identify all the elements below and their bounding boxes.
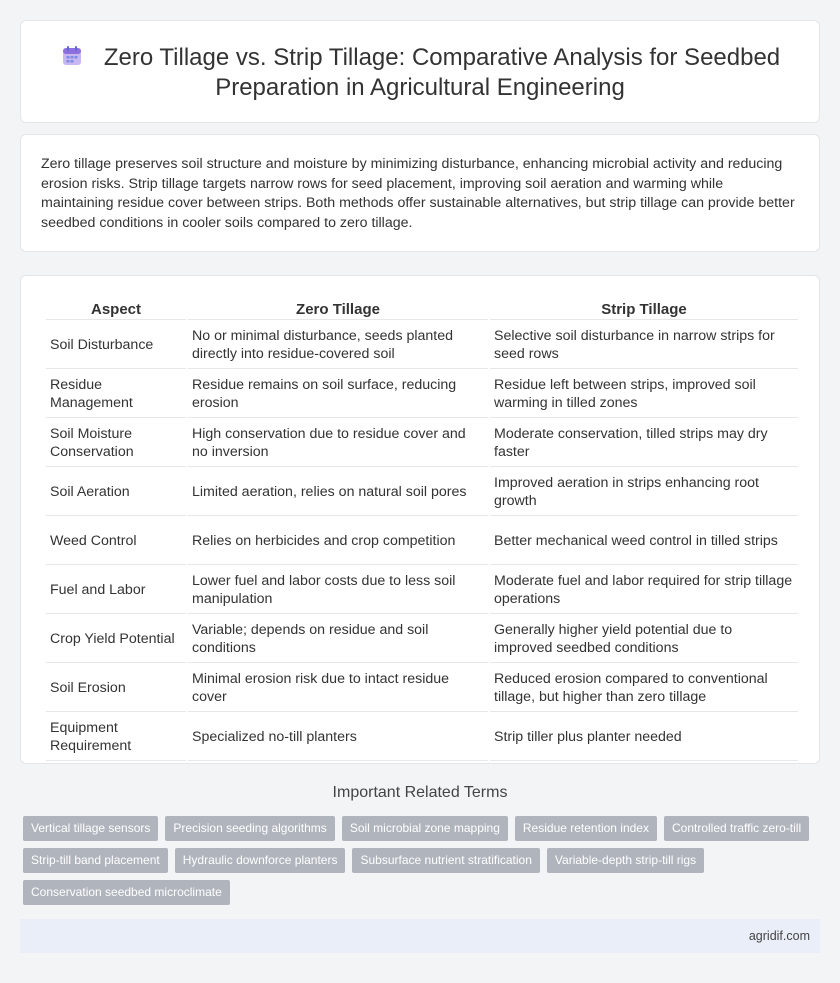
table-header-row	[46, 298, 798, 320]
cell-aspect: Soil Erosion	[46, 665, 186, 712]
cell-zero-tillage: Residue remains on soil surface, reducing erosion	[188, 371, 488, 418]
cell-strip-tillage: Improved aeration in strips enhancing root growth	[490, 469, 798, 516]
table-row	[46, 469, 798, 516]
table-row	[46, 616, 798, 663]
cell-aspect: Soil Aeration	[46, 469, 186, 516]
header-zero-tillage: Zero Tillage	[188, 298, 488, 320]
cell-aspect: Equipment Requirement	[46, 714, 186, 761]
table-row	[46, 371, 798, 418]
related-terms-title: Important Related Terms	[332, 784, 508, 801]
cell-strip-tillage: Better mechanical weed control in tilled strips	[490, 518, 798, 565]
cell-strip-tillage: Moderate conservation, tilled strips may dry faster	[490, 420, 798, 467]
cell-zero-tillage: Relies on herbicides and crop competition	[188, 518, 488, 565]
comparison-table	[44, 296, 800, 763]
table-row	[46, 714, 798, 761]
header-strip-tillage: Strip Tillage	[490, 298, 798, 320]
intro-card	[20, 134, 820, 252]
cell-strip-tillage: Selective soil disturbance in narrow strips for seed rows	[490, 322, 798, 369]
table-row	[46, 518, 798, 565]
cell-aspect: Fuel and Labor	[46, 567, 186, 614]
footer-site-link[interactable]: agridif.com	[748, 929, 810, 943]
cell-zero-tillage: Minimal erosion risk due to intact residue cover	[188, 665, 488, 712]
header-aspect: Aspect	[46, 298, 186, 320]
related-term-tag[interactable]: Subsurface nutrient stratification	[352, 848, 539, 873]
cell-aspect: Soil Disturbance	[46, 322, 186, 369]
page-title-wrap	[21, 43, 819, 103]
title-card	[20, 20, 820, 123]
page-title: Zero Tillage vs. Strip Tillage: Comparative Analysis for Seedbed Preparation in Agricultural Engineering	[103, 44, 781, 101]
related-term-tag[interactable]: Precision seeding algorithms	[165, 816, 334, 841]
related-term-tag[interactable]: Vertical tillage sensors	[23, 816, 158, 841]
cell-aspect: Residue Management	[46, 371, 186, 418]
related-term-tag[interactable]: Variable-depth strip-till rigs	[547, 848, 704, 873]
comparison-table-card	[20, 275, 820, 764]
related-term-tag[interactable]: Soil microbial zone mapping	[342, 816, 508, 841]
intro-paragraph: Zero tillage preserves soil structure and moisture by minimizing disturbance, enhancing microbial activity and reducing erosion risks. Strip tillage targets narrow rows for seed placement, improving soil aeration and warming while maintaining residue cover between strips. Both methods offer sustainable alternatives, but strip tillage can provide better seedbed conditions in cooler soils compared to zero tillage.	[41, 156, 795, 231]
cell-aspect: Weed Control	[46, 518, 186, 565]
cell-zero-tillage: High conservation due to residue cover and no inversion	[188, 420, 488, 467]
cell-strip-tillage: Residue left between strips, improved soil warming in tilled zones	[490, 371, 798, 418]
cell-strip-tillage: Generally higher yield potential due to improved seedbed conditions	[490, 616, 798, 663]
cell-zero-tillage: Lower fuel and labor costs due to less soil manipulation	[188, 567, 488, 614]
cell-strip-tillage: Strip tiller plus planter needed	[490, 714, 798, 761]
table-row	[46, 665, 798, 712]
cell-aspect: Crop Yield Potential	[46, 616, 186, 663]
cell-zero-tillage: Variable; depends on residue and soil conditions	[188, 616, 488, 663]
related-term-tag[interactable]: Strip-till band placement	[23, 848, 168, 873]
related-term-tag[interactable]: Hydraulic downforce planters	[175, 848, 346, 873]
cell-zero-tillage: Specialized no-till planters	[188, 714, 488, 761]
cell-aspect: Soil Moisture Conservation	[46, 420, 186, 467]
cell-strip-tillage: Moderate fuel and labor required for strip tillage operations	[490, 567, 798, 614]
cell-strip-tillage: Reduced erosion compared to conventional tillage, but higher than zero tillage	[490, 665, 798, 712]
related-term-tag[interactable]: Controlled traffic zero-till	[664, 816, 809, 841]
cell-zero-tillage: Limited aeration, relies on natural soil pores	[188, 469, 488, 516]
related-term-tag[interactable]: Conservation seedbed microclimate	[23, 880, 230, 905]
table-row	[46, 322, 798, 369]
related-terms-tags	[23, 816, 823, 905]
related-term-tag[interactable]: Residue retention index	[515, 816, 657, 841]
footer	[20, 919, 820, 953]
cell-zero-tillage: No or minimal disturbance, seeds planted directly into residue-covered soil	[188, 322, 488, 369]
table-row	[46, 567, 798, 614]
table-row	[46, 420, 798, 467]
calendar-icon	[60, 44, 84, 68]
